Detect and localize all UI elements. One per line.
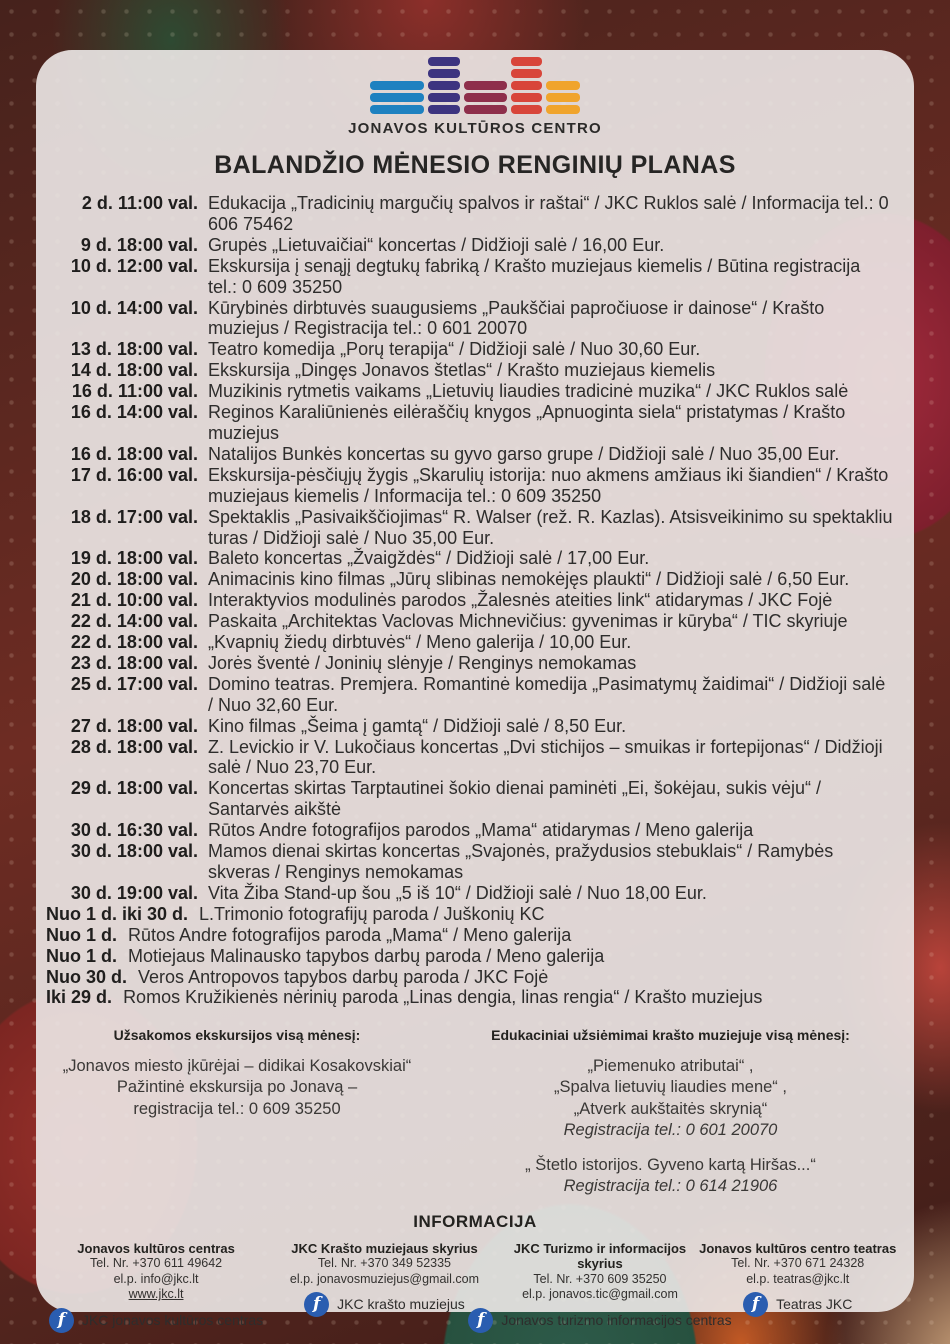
logo-bar-segment: [428, 69, 460, 78]
event-description: Interaktyvios modulinės parodos „Žalesnės ateities link“ atidarymas / JKC Fojė: [208, 590, 833, 611]
facebook-icon: f: [49, 1308, 74, 1333]
event-date: 28 d. 18:00 val.: [70, 736, 198, 757]
logo-bar-column: [546, 81, 580, 114]
contact-email: el.p. jonavos.tic@gmail.com: [522, 1287, 678, 1302]
facebook-icon: f: [468, 1308, 493, 1333]
event-row: [46, 946, 894, 967]
event-description: Motiejaus Malinausko tapybos darbų paroda / Meno galerija: [128, 945, 605, 966]
logo-bar-segment: [370, 105, 424, 114]
facebook-icon: f: [304, 1292, 329, 1317]
logo-bar-segment: [546, 93, 580, 102]
event-row: [46, 883, 894, 904]
education-registration-note: Registracija tel.: 0 614 21906: [563, 1177, 778, 1196]
event-date: 18 d. 17:00 val.: [70, 506, 198, 527]
event-date: 9 d. 18:00 val.: [80, 234, 198, 255]
contact-website: www.jkc.lt: [128, 1287, 184, 1302]
contact-email: el.p. info@jkc.lt: [113, 1271, 199, 1286]
event-row: [46, 778, 894, 820]
contact-card: [268, 1241, 501, 1333]
contact-card: [44, 1241, 268, 1333]
information-heading: INFORMACIJA: [413, 1211, 537, 1231]
facebook-page-name: JKC krašto muziejus: [337, 1296, 465, 1313]
logo-bar-segment: [428, 93, 460, 102]
excursions-header: Užsakomos ekskursijos visą mėnesį:: [113, 1027, 361, 1044]
education-line: „Atverk aukštaitės skrynią“: [573, 1099, 768, 1118]
event-row: [46, 904, 894, 925]
event-row: [46, 820, 894, 841]
spacer: [441, 1142, 900, 1155]
contact-email: el.p. jonavosmuziejus@gmail.com: [289, 1271, 480, 1286]
event-description: Domino teatras. Premjera. Romantinė komedija „Pasimatymų žaidimai“ / Didžioji salė / Nuo 32,60 Eur.: [208, 673, 886, 715]
event-row: [46, 193, 894, 235]
event-date: 17 d. 16:00 val.: [70, 464, 198, 485]
event-description: Muzikinis rytmetis vaikams „Lietuvių liaudies tradicinė muzika“ / JKC Ruklos salė: [208, 381, 849, 402]
logo-bar-segment: [511, 69, 542, 78]
contact-phone: Tel. Nr. +370 349 52335: [317, 1256, 452, 1271]
contact-name: JKC Krašto muziejaus skyrius: [291, 1240, 478, 1256]
education-line: „ Štetlo istorijos. Gyveno kartą Hiršas...“: [525, 1155, 816, 1174]
event-row: [46, 716, 894, 737]
excursions-block: [50, 1025, 424, 1198]
event-row: [46, 569, 894, 590]
event-row: [46, 298, 894, 340]
page-title: BALANDŽIO MĖNESIO RENGINIŲ PLANAS: [214, 151, 736, 179]
event-row: [46, 507, 894, 549]
event-date: Nuo 1 d.: [46, 945, 117, 966]
event-description: Vita Žiba Stand-up šou „5 iš 10“ / Didžioji salė / Nuo 18,00 Eur.: [208, 882, 707, 903]
event-date: 10 d. 14:00 val.: [70, 297, 198, 318]
event-description: „Kvapnių žiedų dirbtuvės“ / Meno galerija / 10,00 Eur.: [208, 632, 632, 653]
logo-bar-segment: [511, 81, 542, 90]
event-row: [46, 653, 894, 674]
event-description: Edukacija „Tradicinių margučių spalvos ir raštai“ / JKC Ruklos salė / Informacija tel.: 0 606 75462: [208, 193, 889, 234]
event-date: 16 d. 11:00 val.: [71, 381, 198, 402]
event-description: Rūtos Andre fotografijos paroda „Mama“ / Meno galerija: [128, 924, 572, 945]
event-row: [46, 674, 894, 716]
event-description: Teatro komedija „Porų terapija“ / Didžioji salė / Nuo 30,60 Eur.: [208, 339, 701, 360]
event-description: Kūrybinės dirbtuvės suaugusiems „Paukščiai papročiuose ir dainose“ / Krašto muziejus / Registracija tel.: 0 601 20070: [208, 297, 825, 339]
logo-bar-segment: [511, 57, 542, 66]
event-date: 14 d. 18:00 val.: [70, 360, 198, 381]
contact-phone: Tel. Nr. +370 671 24328: [731, 1256, 865, 1271]
event-description: Paskaita „Architektas Vaclovas Michnevičius: gyvenimas ir kūryba“ / TIC skyriuje: [208, 611, 848, 632]
excursions-line: Pažintinė ekskursija po Jonavą –: [116, 1078, 358, 1097]
event-date: 16 d. 14:00 val.: [70, 402, 198, 423]
event-description: Natalijos Bunkės koncertas su gyvo garso grupe / Didžioji salė / Nuo 35,00 Eur.: [208, 443, 840, 464]
event-date: 30 d. 18:00 val.: [70, 841, 198, 862]
contact-phone: Tel. Nr. +370 609 35250: [533, 1271, 667, 1286]
logo-bar-segment: [546, 105, 580, 114]
contact-name: Jonavos kultūros centras: [77, 1240, 235, 1256]
event-date: 20 d. 18:00 val.: [70, 569, 198, 590]
monthly-section: [36, 1025, 914, 1198]
event-row: [46, 548, 894, 569]
event-date: Iki 29 d.: [46, 987, 113, 1008]
event-date: 22 d. 18:00 val.: [70, 632, 198, 653]
event-date: 2 d. 11:00 val.: [81, 193, 198, 213]
facebook-page-name: JKC jonavos kultūros centras: [81, 1311, 264, 1328]
events-list: [36, 193, 914, 1008]
event-row: [46, 339, 894, 360]
event-date: 19 d. 18:00 val.: [70, 548, 198, 569]
event-description: Jorės šventė / Joninių slėnyje / Renginys nemokamas: [208, 652, 637, 673]
education-line: „Piemenuko atributai“ ,: [587, 1056, 754, 1075]
contact-card: [477, 1240, 732, 1333]
event-description: Rūtos Andre fotografijos parodos „Mama“ atidarymas / Meno galerija: [208, 820, 754, 841]
logo-bar-column: [428, 57, 460, 114]
organization-name: JONAVOS KULTŪROS CENTRO: [348, 120, 602, 137]
contact-name: Jonavos kultūros centro teatras: [699, 1240, 897, 1256]
event-description: Koncertas skirtas Tarptautinei šokio dienai paminėti „Ei, šokėjau, sukis vėju“ / Santarvės aikštė: [208, 778, 821, 820]
event-date: 22 d. 14:00 val.: [70, 611, 198, 632]
education-header: Edukaciniai užsiėmimai krašto muziejuje visą mėnesį:: [491, 1027, 850, 1044]
event-description: Mamos dienai skirtas koncertas „Svajonės, pražydusios stebuklais“ / Ramybės skveras / Renginys nemokamas: [208, 841, 834, 882]
event-description: Kino filmas „Šeima į gamtą“ / Didžioji salė / 8,50 Eur.: [208, 715, 627, 736]
excursions-line: „Jonavos miesto įkūrėjai – didikai Kosakovskiai“: [62, 1056, 412, 1075]
event-row: [46, 256, 894, 298]
event-description: Ekskursija-pėsčiųjų žygis „Skarulių istorija: nuo akmens amžiaus iki šiandien“ / Krašto muziejaus kiemelis / Informacija tel.: 0 609 35250: [208, 464, 889, 506]
event-date: 27 d. 18:00 val.: [70, 715, 198, 736]
event-date: 25 d. 17:00 val.: [70, 673, 198, 694]
event-date: Nuo 1 d. iki 30 d.: [46, 903, 189, 924]
facebook-row: [268, 1292, 501, 1317]
event-row: [46, 402, 894, 444]
education-line: „Spalva lietuvių liaudies mene“ ,: [554, 1078, 787, 1097]
event-description: Romos Kružikienės nėrinių paroda „Linas dengia, linas rengia“ / Krašto muziejus: [123, 987, 763, 1008]
logo-equalizer: [36, 54, 914, 114]
event-row: [46, 632, 894, 653]
event-row: [46, 967, 894, 988]
event-description: Veros Antropovos tapybos darbų paroda / JKC Fojė: [138, 966, 549, 987]
event-row: [46, 235, 894, 256]
logo-bar-segment: [464, 105, 507, 114]
event-row: [46, 611, 894, 632]
event-description: Ekskursija „Dingęs Jonavos štetlas“ / Krašto muziejaus kiemelis: [208, 360, 716, 381]
event-description: Reginos Karaliūnienės eilėraščių knygos „Apnuoginta siela“ pristatymas / Krašto muziejus: [208, 402, 846, 443]
logo-bar-segment: [511, 105, 542, 114]
event-description: Z. Levickio ir V. Lukočiaus koncertas „Dvi stichijos – smuikas ir fortepijonas“ / Didžioji salė / Nuo 23,70 Eur.: [208, 736, 883, 778]
logo-bar-segment: [370, 81, 424, 90]
event-row: [46, 590, 894, 611]
event-description: Spektaklis „Pasivaikščiojimas“ R. Walser (rež. R. Kazlas). Atsisveikinimo su spektakliu turas / Didžioji salė / Nuo 35,00 Eur.: [208, 506, 893, 548]
facebook-page-name: Teatras JKC: [776, 1296, 853, 1313]
logo-bar-segment: [428, 105, 460, 114]
event-date: 10 d. 12:00 val.: [70, 255, 198, 276]
logo-bar-column: [464, 81, 507, 114]
event-row: [46, 465, 894, 507]
event-row: [46, 987, 894, 1008]
event-date: 13 d. 18:00 val.: [70, 339, 198, 360]
contacts-row: [36, 1241, 914, 1333]
event-description: Animacinis kino filmas „Jūrų slibinas nemokėjęs plaukti“ / Didžioji salė / 6,50 Eur.: [208, 569, 850, 590]
event-row: [46, 925, 894, 946]
logo-bar-segment: [464, 93, 507, 102]
event-description: Ekskursija į senąjį degtukų fabriką / Krašto muziejaus kiemelis / Būtina registracija tel.: 0 609 35250: [208, 255, 861, 297]
contact-email: el.p. teatras@jkc.lt: [746, 1271, 850, 1286]
contact-name: JKC Turizmo ir informacijos skyrius: [513, 1240, 687, 1272]
event-row: [46, 444, 894, 465]
event-date: 30 d. 16:30 val.: [70, 820, 198, 841]
facebook-page-name: Jonavos turizmo informacijos centras: [501, 1311, 732, 1328]
logo-bar-segment: [546, 81, 580, 90]
education-registration-note: Registracija tel.: 0 601 20070: [563, 1121, 778, 1140]
education-block: [441, 1025, 900, 1198]
event-date: 30 d. 19:00 val.: [70, 882, 198, 903]
event-date: 23 d. 18:00 val.: [70, 652, 198, 673]
logo-bar-segment: [428, 81, 460, 90]
event-date: 16 d. 18:00 val.: [70, 443, 198, 464]
event-date: 29 d. 18:00 val.: [70, 778, 198, 799]
contact-card: [699, 1241, 896, 1333]
facebook-row: [699, 1292, 896, 1317]
facebook-row: [44, 1308, 268, 1333]
event-row: [46, 381, 894, 402]
event-row: [46, 841, 894, 883]
poster-card: [36, 50, 914, 1330]
logo-bar-column: [511, 57, 542, 114]
logo-bar-segment: [464, 81, 507, 90]
event-description: L.Trimonio fotografijų paroda / Juškonių KC: [199, 903, 545, 924]
event-date: 21 d. 10:00 val.: [70, 590, 198, 611]
contact-phone: Tel. Nr. +370 611 49642: [89, 1256, 223, 1271]
event-row: [46, 737, 894, 779]
event-date: Nuo 1 d.: [46, 924, 117, 945]
event-description: Baleto koncertas „Žvaigždės“ / Didžioji salė / 17,00 Eur.: [208, 548, 650, 569]
event-date: Nuo 30 d.: [46, 966, 128, 987]
logo-bar-segment: [511, 93, 542, 102]
facebook-row: [477, 1308, 732, 1333]
excursions-line: registracija tel.: 0 609 35250: [133, 1099, 341, 1118]
logo-bar-segment: [370, 93, 424, 102]
event-description: Grupės „Lietuvaičiai“ koncertas / Didžioji salė / 16,00 Eur.: [208, 234, 665, 255]
logo-bar-column: [370, 81, 424, 114]
facebook-icon: f: [743, 1292, 768, 1317]
event-row: [46, 360, 894, 381]
logo-bar-segment: [428, 57, 460, 66]
